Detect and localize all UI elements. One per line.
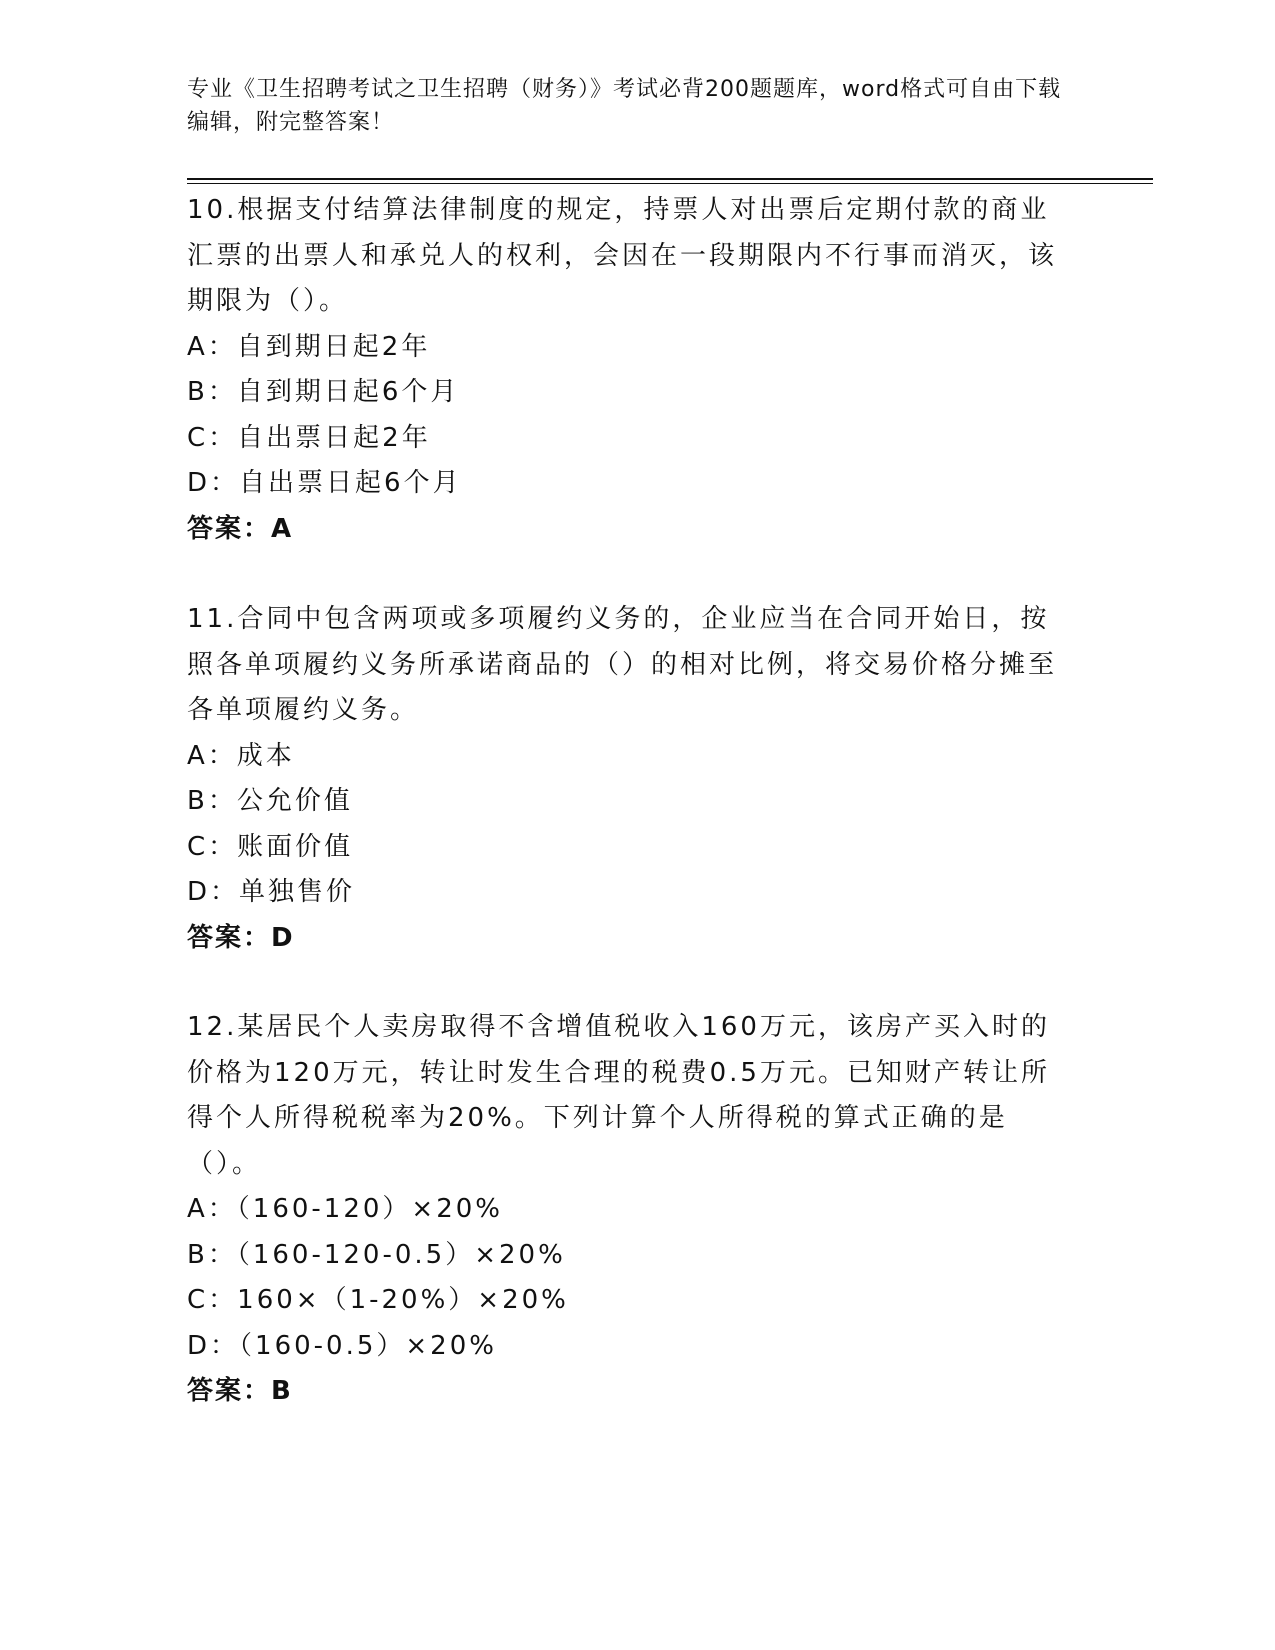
option-c: C：账面价值 — [187, 831, 354, 862]
option-c: C：自出票日起2年 — [187, 422, 431, 453]
answer-line: 答案：B — [187, 1376, 293, 1406]
option-a: A：（160-120）×20% — [187, 1194, 503, 1224]
answer-line: 答案：D — [187, 922, 295, 953]
option-b: B：公允价值 — [187, 786, 353, 816]
option-a: A：自到期日起2年 — [187, 331, 431, 362]
question-stem: 12.某居民个人卖房取得不含增值税收入160万元，该房产买入时的价格为120万元，转让时发生合理的税费0.5万元。已知财产转让所得个人所得税税率为20%。下列计算个人所得税的算式正确的是（）。 — [187, 1012, 1050, 1179]
option-d: D：单独售价 — [187, 877, 356, 907]
option-b: B：自到期日起6个月 — [187, 377, 460, 407]
option-a: A：成本 — [187, 740, 295, 771]
header-divider-thick — [187, 178, 1153, 180]
document-header: 专业《卫生招聘考试之卫生招聘（财务）》考试必背200题题库，word格式可自由下载编辑，附完整答案！ — [187, 77, 1062, 135]
option-d: D：（160-0.5）×20% — [187, 1330, 497, 1361]
option-c: C：160×（1-20%）×20% — [187, 1285, 569, 1315]
question-11 — [187, 597, 1067, 961]
question-10 — [187, 188, 1067, 552]
option-b: B：（160-120-0.5）×20% — [187, 1239, 566, 1270]
answer-line: 答案：A — [187, 513, 294, 544]
question-12 — [187, 1005, 1067, 1415]
header-divider-thin — [187, 183, 1153, 184]
option-d: D：自出票日起6个月 — [187, 468, 462, 498]
question-stem: 10.根据支付结算法律制度的规定，持票人对出票后定期付款的商业汇票的出票人和承兑人的权利，会因在一段期限内不行事而消灭，该期限为（）。 — [187, 195, 1058, 316]
question-stem: 11.合同中包含两项或多项履约义务的，企业应当在合同开始日，按照各单项履约义务所承诺商品的（）的相对比例，将交易价格分摊至各单项履约义务。 — [187, 604, 1058, 725]
